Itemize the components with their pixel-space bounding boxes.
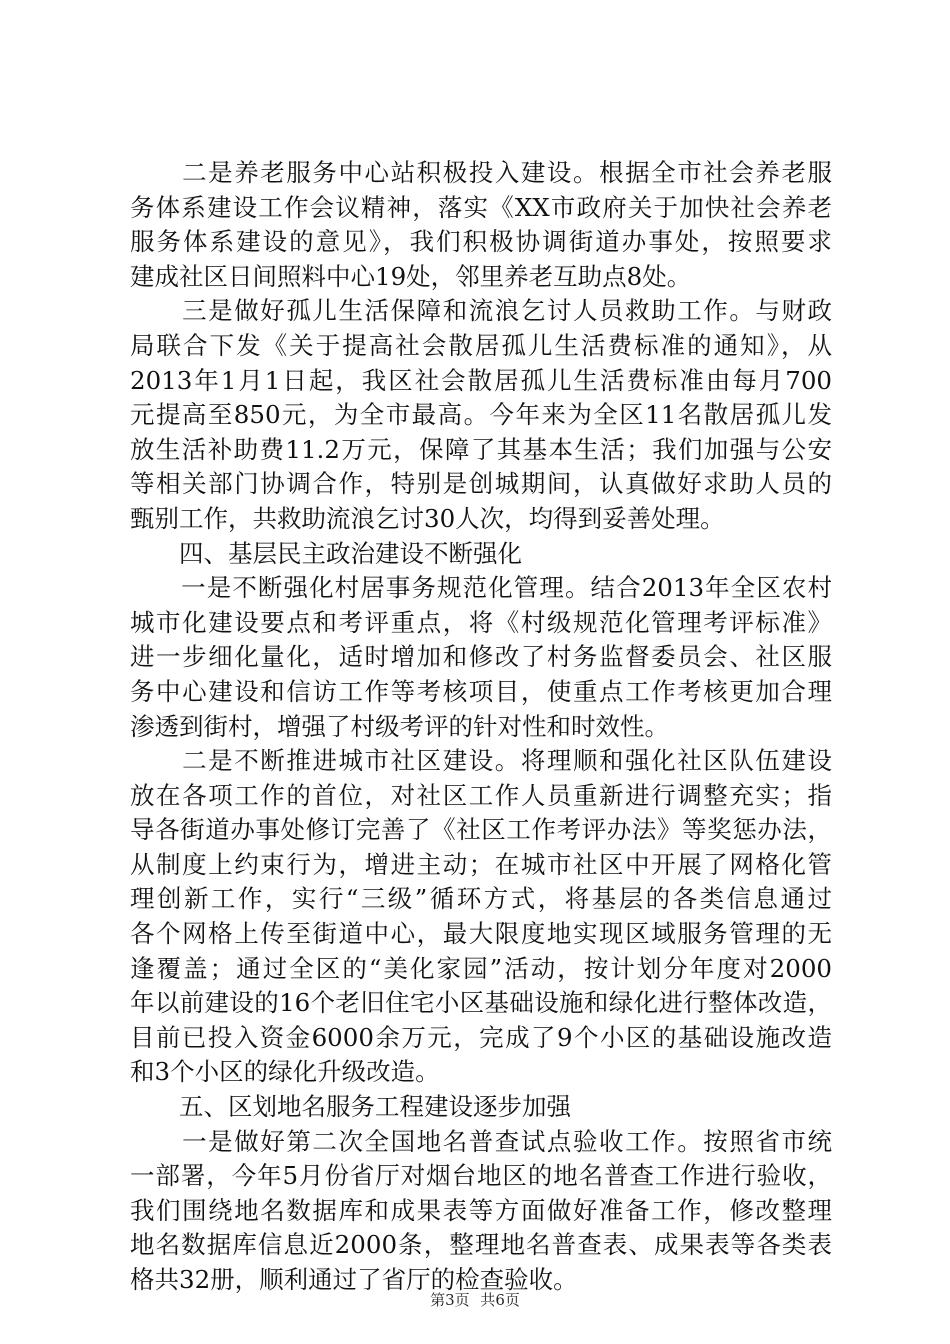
text-line: 一是做好第二次全国地名普查试点验收工作。按照省市统 [130,1126,832,1156]
text-line: 年以前建设的16个老旧住宅小区基础设施和绿化进行整体改造， [130,988,832,1018]
text-line: 局联合下发《关于提高社会散居孤儿生活费标准的通知》，从 [130,330,832,360]
document-body [130,156,832,1298]
section-heading: 四、基层民主政治建设不断强化 [130,538,522,568]
text-line: 一部署，今年5月份省厅对烟台地区的地名普查工作进行验收， [130,1161,832,1191]
page-footer [0,1289,950,1310]
text-line: 2013年1月1日起，我区社会散居孤儿生活费标准由每月700 [130,365,832,395]
text-line: 元提高至850元，为全市最高。今年来为全区11名散居孤儿发 [130,400,832,430]
text-line: 从制度上约束行为，增进主动；在城市社区中开展了网格化管 [130,849,832,879]
section-heading: 五、区划地名服务工程建设逐步加强 [130,1092,571,1122]
text-line: 放生活补助费11.2万元，保障了其基本生活；我们加强与公安 [130,434,832,464]
text-line: 目前已投入资金6000余万元，完成了9个小区的基础设施改造 [130,1022,832,1052]
page-number: 第3页 [430,1291,470,1309]
text-line: 格共32册，顺利通过了省厅的检查验收。 [130,1265,578,1294]
text-line: 一是不断强化村居事务规范化管理。结合2013年全区农村 [130,573,832,603]
text-line: 二是养老服务中心站积极投入建设。根据全市社会养老服 [130,158,832,187]
text-line: 务中心建设和信访工作等考核项目，使重点工作考核更加合理 [130,676,832,706]
text-line: 务体系建设工作会议精神，落实《XX市政府关于加快社会养老 [130,192,832,222]
text-line: 服务体系建设的意见》，我们积极协调街道办事处，按照要求 [130,227,832,257]
text-line: 城市化建设要点和考评重点，将《村级规范化管理考评标准》 [130,607,832,637]
text-line: 理创新工作，实行“三级”循环方式，将基层的各类信息通过 [130,884,832,914]
text-line: 各个网格上传至街道中心，最大限度地实现区域服务管理的无 [130,919,832,949]
text-line: 建成社区日间照料中心19处，邻里养老互助点8处。 [130,261,692,291]
text-line: 三是做好孤儿生活保障和流浪乞讨人员救助工作。与财政 [130,296,832,326]
text-line: 我们围绕地名数据库和成果表等方面做好准备工作，修改整理 [130,1195,832,1225]
text-line: 进一步细化量化，适时增加和修改了村务监督委员会、社区服 [130,642,832,672]
text-line: 地名数据库信息近2000条，整理地名普查表、成果表等各类表 [130,1230,832,1260]
text-line: 导各街道办事处修订完善了《社区工作考评办法》等奖惩办法， [130,815,832,845]
text-line: 等相关部门协调合作，特别是创城期间，认真做好求助人员的 [130,469,832,499]
text-line: 渗透到街村，增强了村级考评的针对性和时效性。 [130,711,669,741]
text-line: 和3个小区的绿化升级改造。 [130,1057,440,1087]
text-line: 甄别工作，共救助流浪乞讨30人次，均得到妥善处理。 [130,503,725,533]
text-line: 逢覆盖；通过全区的“美化家园”活动，按计划分年度对2000 [130,953,832,983]
text-line: 放在各项工作的首位，对社区工作人员重新进行调整充实；指 [130,780,832,810]
text-line: 二是不断推进城市社区建设。将理顺和强化社区队伍建设 [130,746,832,776]
page-total: 共6页 [480,1291,520,1309]
